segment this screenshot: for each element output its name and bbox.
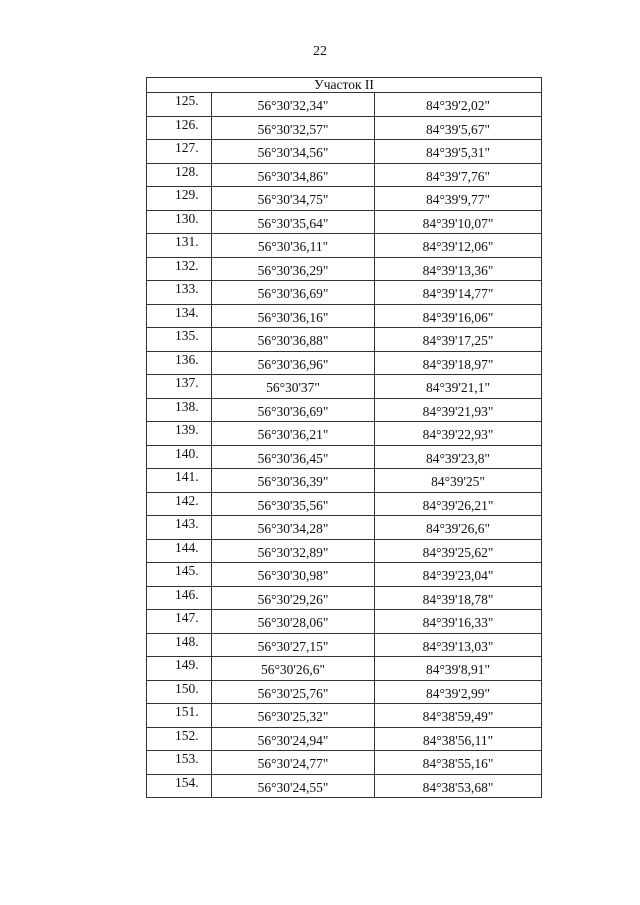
table-row <box>147 727 542 751</box>
latitude-cell: 56°30'24,94" <box>212 727 375 751</box>
point-number-cell: 141. <box>147 469 212 493</box>
point-number-cell: 142. <box>147 492 212 516</box>
point-number-cell: 133. <box>147 281 212 305</box>
table-row <box>147 257 542 281</box>
table-row <box>147 398 542 422</box>
point-number-cell: 132. <box>147 257 212 281</box>
table-row <box>147 281 542 305</box>
longitude-cell: 84°38'59,49" <box>375 704 542 728</box>
longitude-cell: 84°39'12,06" <box>375 234 542 258</box>
latitude-cell: 56°30'32,57" <box>212 116 375 140</box>
table-row <box>147 351 542 375</box>
point-number-cell: 138. <box>147 398 212 422</box>
longitude-cell: 84°39'2,99" <box>375 680 542 704</box>
point-number-cell: 145. <box>147 563 212 587</box>
latitude-cell: 56°30'30,98" <box>212 563 375 587</box>
table-row <box>147 680 542 704</box>
latitude-cell: 56°30'36,69" <box>212 398 375 422</box>
point-number-cell: 137. <box>147 375 212 399</box>
table-row <box>147 516 542 540</box>
point-number-cell: 134. <box>147 304 212 328</box>
table-row <box>147 586 542 610</box>
latitude-cell: 56°30'27,15" <box>212 633 375 657</box>
section-title: Участок II <box>147 78 542 93</box>
point-number-cell: 127. <box>147 140 212 164</box>
latitude-cell: 56°30'36,21" <box>212 422 375 446</box>
longitude-cell: 84°39'7,76" <box>375 163 542 187</box>
longitude-cell: 84°39'25" <box>375 469 542 493</box>
point-number-cell: 153. <box>147 751 212 775</box>
longitude-cell: 84°39'13,03" <box>375 633 542 657</box>
latitude-cell: 56°30'36,45" <box>212 445 375 469</box>
longitude-cell: 84°39'26,6" <box>375 516 542 540</box>
point-number-cell: 147. <box>147 610 212 634</box>
longitude-cell: 84°39'2,02" <box>375 93 542 117</box>
longitude-cell: 84°39'23,04" <box>375 563 542 587</box>
latitude-cell: 56°30'25,32" <box>212 704 375 728</box>
longitude-cell: 84°39'14,77" <box>375 281 542 305</box>
latitude-cell: 56°30'34,28" <box>212 516 375 540</box>
table-row <box>147 328 542 352</box>
longitude-cell: 84°39'21,93" <box>375 398 542 422</box>
longitude-cell: 84°39'23,8" <box>375 445 542 469</box>
table-row <box>147 539 542 563</box>
point-number-cell: 125. <box>147 93 212 117</box>
latitude-cell: 56°30'36,39" <box>212 469 375 493</box>
latitude-cell: 56°30'24,55" <box>212 774 375 798</box>
latitude-cell: 56°30'29,26" <box>212 586 375 610</box>
section-header-row <box>147 78 542 93</box>
table-row <box>147 751 542 775</box>
table-row <box>147 304 542 328</box>
table-row <box>147 774 542 798</box>
latitude-cell: 56°30'35,56" <box>212 492 375 516</box>
point-number-cell: 130. <box>147 210 212 234</box>
table-row <box>147 375 542 399</box>
longitude-cell: 84°38'53,68" <box>375 774 542 798</box>
table-row <box>147 422 542 446</box>
longitude-cell: 84°39'5,31" <box>375 140 542 164</box>
table-row <box>147 633 542 657</box>
longitude-cell: 84°39'21,1" <box>375 375 542 399</box>
latitude-cell: 56°30'32,89" <box>212 539 375 563</box>
point-number-cell: 136. <box>147 351 212 375</box>
point-number-cell: 128. <box>147 163 212 187</box>
table-row <box>147 187 542 211</box>
point-number-cell: 148. <box>147 633 212 657</box>
point-number-cell: 126. <box>147 116 212 140</box>
longitude-cell: 84°39'16,33" <box>375 610 542 634</box>
longitude-cell: 84°39'9,77" <box>375 187 542 211</box>
latitude-cell: 56°30'36,11" <box>212 234 375 258</box>
longitude-cell: 84°39'16,06" <box>375 304 542 328</box>
point-number-cell: 135. <box>147 328 212 352</box>
table-row <box>147 140 542 164</box>
latitude-cell: 56°30'25,76" <box>212 680 375 704</box>
point-number-cell: 154. <box>147 774 212 798</box>
latitude-cell: 56°30'36,69" <box>212 281 375 305</box>
longitude-cell: 84°39'18,97" <box>375 351 542 375</box>
point-number-cell: 140. <box>147 445 212 469</box>
table-row <box>147 469 542 493</box>
table-row <box>147 93 542 117</box>
longitude-cell: 84°39'18,78" <box>375 586 542 610</box>
latitude-cell: 56°30'34,56" <box>212 140 375 164</box>
longitude-cell: 84°39'17,25" <box>375 328 542 352</box>
latitude-cell: 56°30'24,77" <box>212 751 375 775</box>
point-number-cell: 152. <box>147 727 212 751</box>
coordinates-table <box>146 77 542 798</box>
point-number-cell: 151. <box>147 704 212 728</box>
point-number-cell: 129. <box>147 187 212 211</box>
longitude-cell: 84°39'13,36" <box>375 257 542 281</box>
table-row <box>147 163 542 187</box>
coordinates-table-body <box>147 78 542 798</box>
table-row <box>147 116 542 140</box>
longitude-cell: 84°39'5,67" <box>375 116 542 140</box>
latitude-cell: 56°30'28,06" <box>212 610 375 634</box>
longitude-cell: 84°39'25,62" <box>375 539 542 563</box>
table-row <box>147 610 542 634</box>
longitude-cell: 84°39'8,91" <box>375 657 542 681</box>
point-number-cell: 143. <box>147 516 212 540</box>
latitude-cell: 56°30'36,88" <box>212 328 375 352</box>
latitude-cell: 56°30'34,86" <box>212 163 375 187</box>
point-number-cell: 150. <box>147 680 212 704</box>
latitude-cell: 56°30'36,96" <box>212 351 375 375</box>
latitude-cell: 56°30'32,34" <box>212 93 375 117</box>
point-number-cell: 146. <box>147 586 212 610</box>
table-row <box>147 563 542 587</box>
point-number-cell: 139. <box>147 422 212 446</box>
latitude-cell: 56°30'36,16" <box>212 304 375 328</box>
longitude-cell: 84°39'26,21" <box>375 492 542 516</box>
latitude-cell: 56°30'35,64" <box>212 210 375 234</box>
longitude-cell: 84°39'22,93" <box>375 422 542 446</box>
table-row <box>147 210 542 234</box>
longitude-cell: 84°38'55,16" <box>375 751 542 775</box>
point-number-cell: 149. <box>147 657 212 681</box>
table-row <box>147 234 542 258</box>
latitude-cell: 56°30'37" <box>212 375 375 399</box>
longitude-cell: 84°38'56,11" <box>375 727 542 751</box>
longitude-cell: 84°39'10,07" <box>375 210 542 234</box>
latitude-cell: 56°30'36,29" <box>212 257 375 281</box>
table-row <box>147 445 542 469</box>
table-row <box>147 704 542 728</box>
table-row <box>147 492 542 516</box>
latitude-cell: 56°30'34,75" <box>212 187 375 211</box>
page-number: 22 <box>313 44 327 59</box>
point-number-cell: 144. <box>147 539 212 563</box>
latitude-cell: 56°30'26,6" <box>212 657 375 681</box>
table-row <box>147 657 542 681</box>
point-number-cell: 131. <box>147 234 212 258</box>
